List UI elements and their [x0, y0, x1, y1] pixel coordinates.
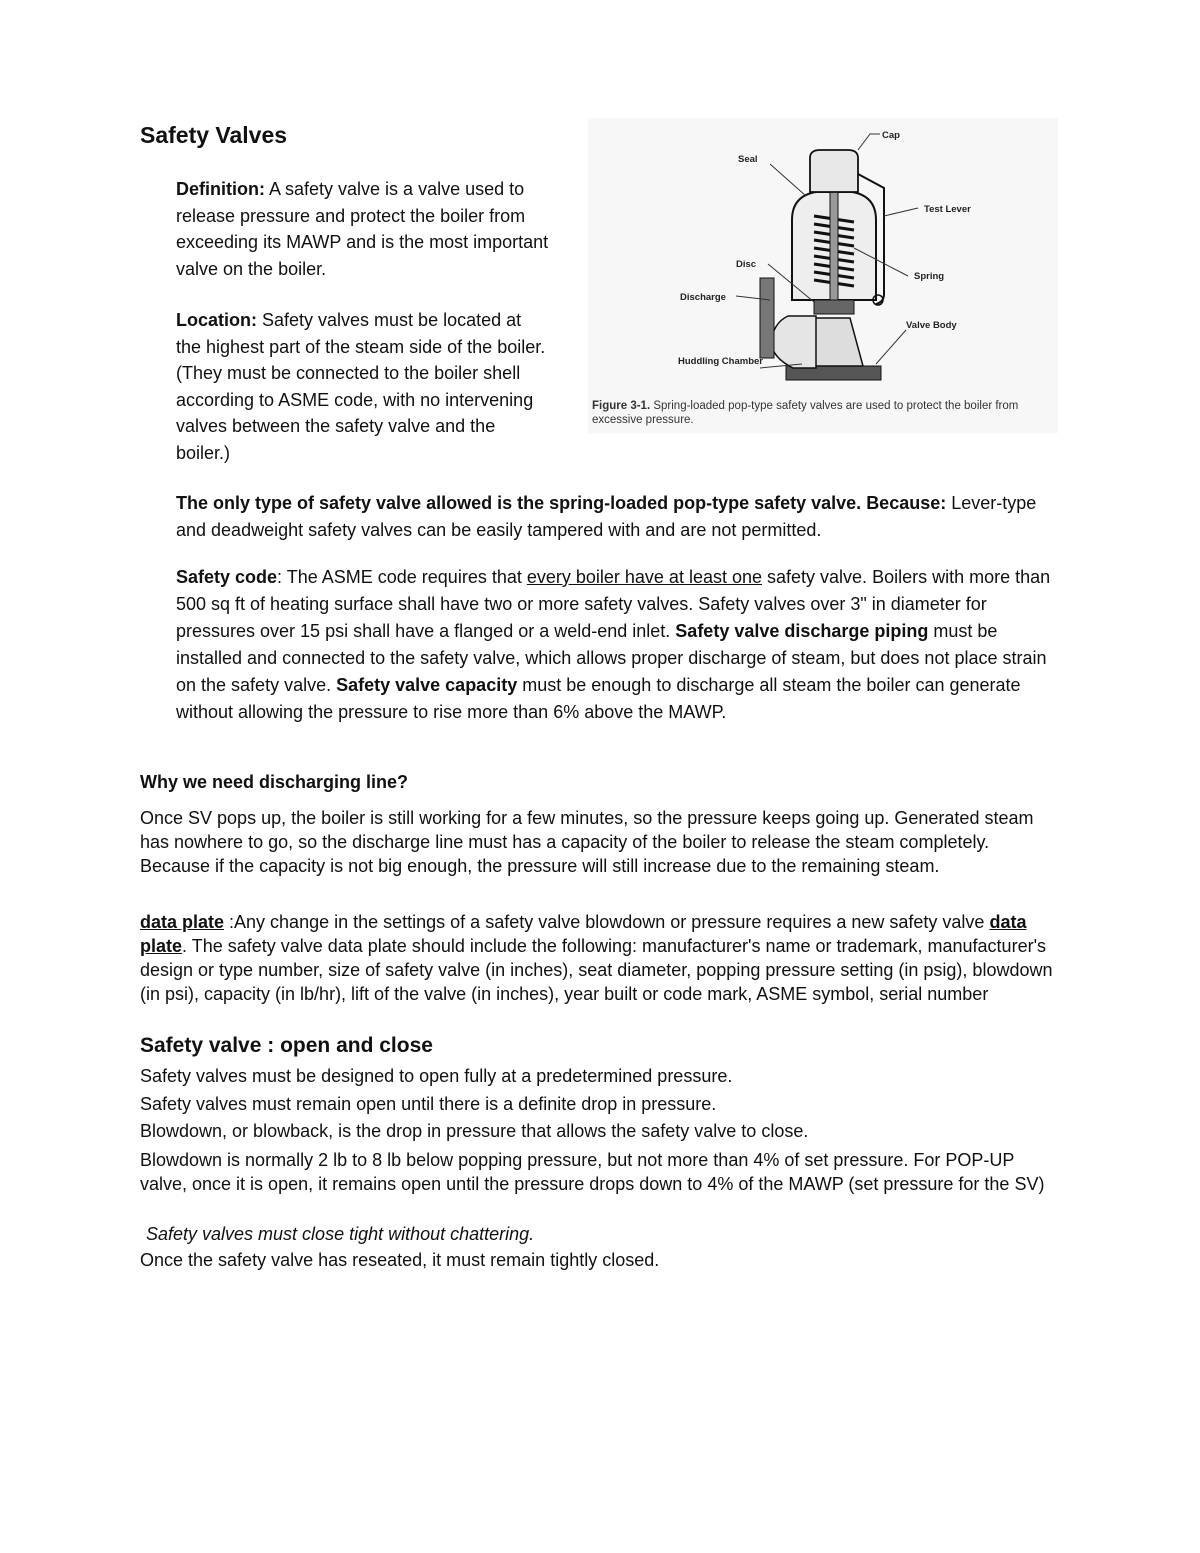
data-plate-text: . The safety valve data plate should include the following: manufacturer's name or trademark, manufacturer's design or type number, size of safety valve (in inches), seat diameter, popping pressure setting (in psig), blowdown (in psi), capacity (in lb/hr), lift of the valve (in inches), year built or code mark, ASME symbol, serial number: [140, 936, 1053, 1004]
open-close-line: Blowdown is normally 2 lb to 8 lb below popping pressure, but not more than 4% of set pressure. For POP-UP valve, once it is open, it remains open until the pressure drops down to 4% of the MAWP (set pressure for the SV): [140, 1150, 1045, 1194]
only-type-text: Lever-type and deadweight safety valves can be easily tampered with and are not permitted.: [176, 493, 1037, 540]
label-disc: Disc: [736, 259, 757, 270]
figure-caption-text: Spring-loaded pop-type safety valves are used to protect the boiler from excessive pressure.: [592, 400, 1019, 426]
label-discharge: Discharge: [680, 292, 726, 303]
open-close-line: Safety valves must be designed to open fully at a predetermined pressure.: [140, 1066, 733, 1086]
capacity-label: Safety valve capacity: [336, 675, 518, 695]
data-plate-paragraph: [140, 910, 1060, 1006]
safety-valve-diagram-icon: [588, 118, 1058, 433]
safety-code-text: must be enough to discharge all steam the boiler can generate without allowing the pressure to rise more than 6% above the MAWP.: [176, 675, 1021, 722]
location-label: Location:: [176, 310, 257, 330]
data-plate-label: data plate: [140, 912, 225, 932]
why-heading: Why we need discharging line?: [140, 772, 409, 792]
open-close-line: Once the safety valve has reseated, it must remain tightly closed.: [140, 1250, 660, 1270]
page-title: Safety Valves: [140, 122, 288, 148]
figure-caption-label: Figure 3-1.: [592, 400, 651, 412]
definition-label: Definition:: [176, 179, 265, 199]
safety-code-underline: every boiler have at least one: [526, 567, 763, 587]
open-close-line-italic: Safety valves must close tight without chattering.: [146, 1224, 535, 1244]
only-type-bold: The only type of safety valve allowed is the spring-loaded pop-type safety valve. Because:: [176, 493, 947, 513]
label-cap: Cap: [882, 130, 900, 141]
discharge-piping-label: Safety valve discharge piping: [675, 621, 929, 641]
definition-paragraph: [176, 176, 551, 282]
safety-code-paragraph: [176, 564, 1056, 726]
location-text: Safety valves must be located at the highest part of the steam side of the boiler. (They must be connected to the boiler shell according to ASME code, with no intervening valves between the safety valve and the boiler.): [176, 310, 546, 463]
open-close-line: Safety valves must remain open until there is a definite drop in pressure.: [140, 1094, 717, 1114]
label-huddling-chamber: Huddling Chamber: [678, 356, 763, 367]
safety-code-text: : The ASME code requires that: [277, 567, 527, 587]
label-valve-body: Valve Body: [906, 320, 957, 331]
data-plate-text: :Any change in the settings of a safety valve blowdown or pressure requires a new safety valve: [224, 912, 990, 932]
safety-code-label: Safety code: [176, 567, 278, 587]
safety-valve-figure: [588, 118, 1058, 433]
open-close-line: Blowdown, or blowback, is the drop in pressure that allows the safety valve to close.: [140, 1121, 809, 1141]
location-paragraph: [176, 307, 551, 466]
label-test-lever: Test Lever: [924, 204, 971, 215]
label-spring: Spring: [914, 271, 945, 282]
open-close-heading: Safety valve : open and close: [140, 1034, 433, 1057]
safety-code-text: safety valve. Boilers with more than 500 sq ft of heating surface shall have two or more safety valves. Safety valves over 3" in diameter for pressures over 15 psi shall have a flanged or a weld-end inlet.: [176, 567, 1051, 641]
data-plate-label-inline: data plate: [140, 912, 1027, 956]
why-paragraph: Once SV pops up, the boiler is still working for a few minutes, so the pressure keeps going up. Generated steam has nowhere to go, so the discharge line must has a capacity of the boiler to release the steam completely. Because if the capacity is not big enough, the pressure will still increase due to the remaining steam.: [140, 808, 1034, 876]
label-seal: Seal: [738, 154, 758, 165]
only-type-paragraph: [176, 490, 1056, 543]
figure-caption: [592, 399, 1054, 427]
safety-code-text: must be installed and connected to the safety valve, which allows proper discharge of steam, but does not place strain on the safety valve.: [176, 621, 1047, 695]
definition-text: A safety valve is a valve used to release pressure and protect the boiler from exceeding its MAWP and is the most important valve on the boiler.: [176, 179, 549, 279]
